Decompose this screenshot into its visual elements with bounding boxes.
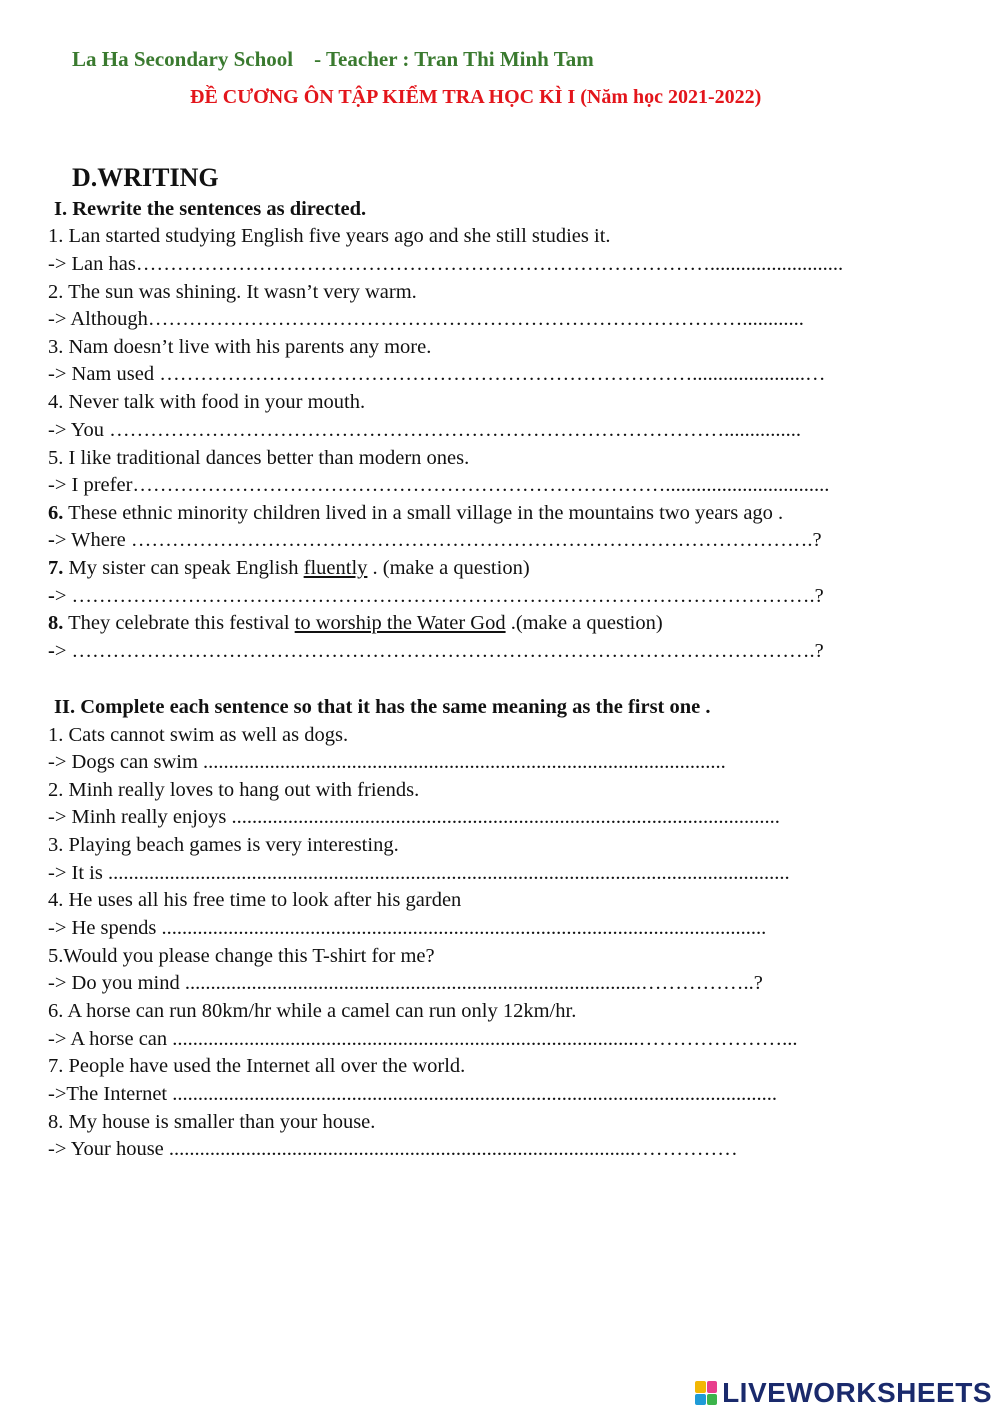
part1-answer-2[interactable]: -> Although……………………………………………………………………………............ — [48, 308, 804, 330]
part2-question-7: 7. People have used the Internet all over the world. — [48, 1055, 466, 1077]
part1-answer-3[interactable]: -> Nam used ……………………………………………………………………......................… — [48, 363, 826, 385]
question-text: My sister can speak English — [63, 557, 304, 579]
exam-title: ĐỀ CƯƠNG ÔN TẬP KIỂM TRA HỌC KÌ I (Năm học 2021-2022) — [190, 86, 762, 108]
part2-question-8: 8. My house is smaller than your house. — [48, 1111, 376, 1133]
answer-blank[interactable]: > Where ……………………………………………………………………………………….? — [54, 529, 822, 551]
logo-text: LIVEWORKSHEETS — [722, 1377, 992, 1408]
part2-answer-8[interactable]: -> Your house ...........................................................................................…………… — [48, 1138, 738, 1160]
question-text: These ethnic minority children lived in a small village in the mountains two years ago . — [63, 502, 784, 524]
part2-question-5: 5.Would you please change this T-shirt for me? — [48, 945, 435, 967]
part2-question-6: 6. A horse can run 80km/hr while a camel can run only 12km/hr. — [48, 1000, 577, 1022]
part1-answer-1[interactable]: -> Lan has………………………………………………………………………….......................... — [48, 253, 844, 275]
part1-question-2: 2. The sun was shining. It wasn’t very warm. — [48, 281, 417, 303]
liveworksheets-logo-icon — [695, 1381, 717, 1405]
part1-answer-7[interactable] — [48, 583, 824, 609]
question-number: 7. — [48, 557, 64, 579]
answer-arrow: - — [48, 529, 55, 551]
part2-answer-2[interactable]: -> Minh really enjoys ........................................................................................................... — [48, 806, 780, 828]
part1-question-1: 1. Lan started studying English five years ago and she still studies it. — [48, 225, 611, 247]
part2-answer-4[interactable]: -> He spends ...................................................................................................................... — [48, 917, 767, 939]
question-number: 6. — [48, 502, 64, 524]
part1-answer-4[interactable]: -> You ………………………………………………………………………………............... — [48, 419, 802, 441]
part2-answer-7[interactable]: ->The Internet ...................................................................................................................... — [48, 1083, 778, 1105]
question-number: 8. — [48, 612, 64, 634]
part1-answer-6[interactable] — [48, 527, 822, 553]
part2-question-4: 4. He uses all his free time to look after his garden — [48, 889, 462, 911]
school-header: La Ha Secondary School - Teacher : Tran Thi Minh Tam — [72, 47, 594, 71]
part2-title: II. Complete each sentence so that it has the same meaning as the first one . — [54, 696, 711, 718]
part1-answer-8[interactable] — [48, 638, 824, 664]
underlined-phrase: to worship the Water God — [294, 612, 506, 634]
answer-blank[interactable]: > ……………………………………………………………………………………………….? — [54, 640, 824, 662]
part2-question-2: 2. Minh really loves to hang out with friends. — [48, 779, 420, 801]
part2-question-3: 3. Playing beach games is very interesting. — [48, 834, 399, 856]
part2-answer-3[interactable]: -> It is ..................................................................................................................................... — [48, 862, 790, 884]
part2-answer-1[interactable]: -> Dogs can swim ...................................................................................................... — [48, 751, 726, 773]
part1-question-4: 4. Never talk with food in your mouth. — [48, 391, 366, 413]
answer-blank[interactable]: > ……………………………………………………………………………………………….? — [54, 585, 824, 607]
liveworksheets-logo[interactable] — [695, 1377, 992, 1409]
section-title: D.WRITING — [72, 163, 219, 192]
question-instruction: . (make a question) — [367, 557, 530, 579]
answer-arrow: - — [48, 585, 55, 607]
part1-question-8 — [48, 610, 663, 636]
part1-answer-5[interactable]: -> I prefer……………………………………………………………………................................ — [48, 474, 830, 496]
part1-title: I. Rewrite the sentences as directed. — [54, 198, 367, 220]
part1-question-5: 5. I like traditional dances better than modern ones. — [48, 447, 470, 469]
question-instruction: .(make a question) — [505, 612, 663, 634]
part2-answer-5[interactable]: -> Do you mind .........................................................................................……………..? — [48, 972, 763, 994]
part2-answer-6[interactable]: -> A horse can ...........................................................................................…………………... — [48, 1028, 798, 1050]
part1-question-7 — [48, 555, 530, 581]
question-text: They celebrate this festival — [63, 612, 295, 634]
answer-arrow: - — [48, 640, 55, 662]
underlined-phrase: fluently — [303, 557, 368, 579]
part1-question-6 — [48, 500, 783, 526]
part1-question-3: 3. Nam doesn’t live with his parents any more. — [48, 336, 432, 358]
part2-question-1: 1. Cats cannot swim as well as dogs. — [48, 724, 349, 746]
